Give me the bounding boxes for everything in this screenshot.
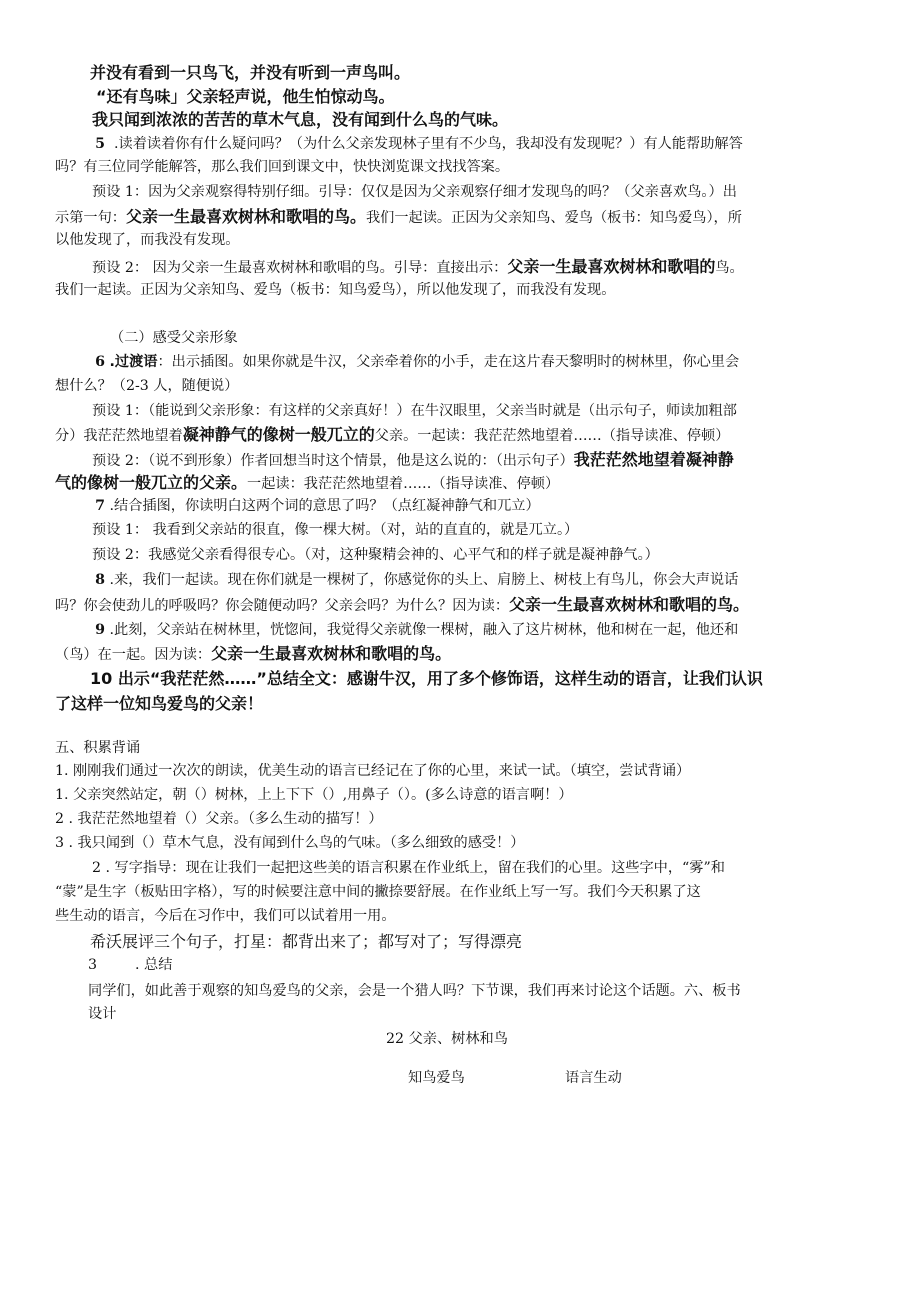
text-span: 预设 2：（说不到形象）作者回想当时这个情景，他是这么说的：（出示句子） <box>92 453 574 469</box>
text-line: 预设 2：我感觉父亲看得很专心。（对，这种聚精会神的、心平气和的样子就是凝神静气。） <box>92 547 659 563</box>
text-span: 预设 2： 因为父亲一生最喜欢树林和歌唱的鸟。引导：直接出示： <box>92 260 508 276</box>
text-line <box>55 424 729 446</box>
text-line <box>55 643 451 665</box>
text-span: .来，我们一起读。现在你们就是一棵树了，你感觉你的头上、肩膀上、树枝上有鸟儿，你会大声说话 <box>109 572 739 588</box>
text-span: .过渡语 <box>109 354 158 370</box>
text-span: （鸟）在一起。因为读： <box>55 647 212 663</box>
text-line: 预设 1：（能说到父亲形象：有这样的父亲真好！）在牛汉眼里，父亲当时就是（出示句子，师读加粗部 <box>92 403 737 419</box>
bold-quote: 我茫茫然地望着凝神静 <box>573 450 734 469</box>
text-line: 1. 父亲突然站定，朝（）树林，上上下下（）,用鼻子（）。(多么诗意的语言啊！） <box>55 787 573 803</box>
board-item: 知鸟爱鸟 <box>408 1070 465 1086</box>
text-span: 我们一起读。正因为父亲知鸟、爱鸟（板书：知鸟爱鸟），所 <box>365 210 742 226</box>
text-span: ：出示插图。如果你就是牛汉，父亲牵着你的小手，走在这片春天黎明时的树林里，你心里会 <box>157 354 740 370</box>
text-span: 分）我茫茫然地望着 <box>55 428 183 444</box>
text-line: 2 . 写字指导：现在让我们一起把这些美的语言积累在作业纸上，留在我们的心里。这些字中，“雾”和 <box>92 860 725 876</box>
text-line: 我们一起读。正因为父亲知鸟、爱鸟（板书：知鸟爱鸟），所以他发现了，而我没有发现。 <box>55 282 616 298</box>
text-span: 鸟。 <box>715 260 744 276</box>
bold-quote: 凝神静气的像树一般兀立的 <box>182 425 375 444</box>
item-number: 5 <box>95 136 105 152</box>
text-span: .读着读着你有什么疑问吗？（为什么父亲发现林子里有不少鸟，我却没有发现呢？）有人能帮助解答 <box>114 136 743 152</box>
text-line: “蒙”是生字（板贴田字格），写的时候要注意中间的撇捺要舒展。在作业纸上写一写。我们今天积累了这 <box>55 884 701 900</box>
text-line: 了这样一位知鸟爱鸟的父亲！ <box>55 694 264 713</box>
text-span: .此刻，父亲站在树林里，恍惚间，我觉得父亲就像一棵树，融入了这片树林，他和树在一起，他还和 <box>109 622 739 638</box>
text-line: 同学们，如此善于观察的知鸟爱鸟的父亲，会是一个猎人吗？下节课，我们再来讨论这个话题。六、板书 <box>88 983 741 999</box>
text-line <box>55 570 738 590</box>
text-line <box>88 955 172 975</box>
text-line: 3 . 我只闻到（）草木气息，没有闻到什么鸟的气味。（多么细致的感受！） <box>55 835 525 851</box>
text-span: . 总结 <box>135 957 173 973</box>
text-line: 吗？有三位同学能解答，那么我们回到课文中，快快浏览课文找找答案。 <box>55 159 510 175</box>
text-line: 想什么？（2-3 人，随便说） <box>55 378 239 394</box>
text-span: 吗？你会使劲儿的呼吸吗？你会随便动吗？父亲会吗？为什么？因为读： <box>55 598 510 614</box>
text-line <box>55 594 749 616</box>
text-line: 预设 1： 我看到父亲站的很直，像一棵大树。（对，站的直直的，就是兀立。） <box>92 522 579 538</box>
bold-quote: 气的像树一般兀立的父亲。 <box>55 473 248 492</box>
text-span: 示第一句： <box>55 210 126 226</box>
text-span: 父亲。一起读：我茫茫然地望着……（指导读准、停顿） <box>374 428 730 444</box>
text-line: 以他发现了，而我没有发现。 <box>55 232 240 248</box>
text-line: 2 . 我茫茫然地望着（）父亲。（多么生动的描写！） <box>55 811 383 827</box>
text-line <box>92 449 734 471</box>
item-number: 8 <box>95 572 105 588</box>
bold-quote: 父亲一生最喜欢树林和歌唱的鸟。 <box>125 207 366 226</box>
item-number: 9 <box>95 622 105 638</box>
section-heading: 五、积累背诵 <box>55 740 141 756</box>
text-line: 1. 刚刚我们通过一次次的朗读，优美生动的语言已经记在了你的心里，来试一试。（填空，尝试背诵） <box>55 763 691 779</box>
text-line: 预设 1：因为父亲观察得特别仔细。引导：仅仅是因为父亲观察仔细才发现鸟的吗？（父亲喜欢鸟。）出 <box>92 184 737 200</box>
bold-quote: 父亲一生最喜欢树林和歌唱的 <box>507 257 716 276</box>
item-number: 3 <box>88 957 98 973</box>
text-line: 设计 <box>88 1006 117 1022</box>
bold-quote: 父亲一生最喜欢树林和歌唱的鸟。 <box>211 644 452 663</box>
text-span: 一起读：我茫茫然地望着……（指导读准、停顿） <box>247 476 560 492</box>
text-line: “还有鸟味」父亲轻声说，他生怕惊动鸟。 <box>96 87 395 106</box>
text-span: .结合插图，你读明白这两个词的意思了吗？（点红凝神静气和兀立） <box>109 498 540 514</box>
text-line <box>55 472 559 494</box>
text-line: 10 出示“我茫茫然……”总结全文：感谢牛汉，用了多个修饰语，这样生动的语言，让我们认识 <box>90 669 763 688</box>
text-line <box>55 620 738 640</box>
item-number: 7 <box>95 498 105 514</box>
text-line: 些生动的语言，今后在习作中，我们可以试着用一用。 <box>55 908 396 924</box>
text-line: 希沃展评三个句子，打星：都背出来了；都写对了；写得漂亮 <box>90 932 523 951</box>
text-line <box>55 206 742 228</box>
bold-quote: 父亲一生最喜欢树林和歌唱的鸟。 <box>509 595 750 614</box>
text-line <box>55 352 739 372</box>
section-heading: （二）感受父亲形象 <box>110 330 238 346</box>
text-line: 我只闻到浓浓的苦苦的草木气息，没有闻到什么鸟的气味。 <box>92 110 509 129</box>
board-title: 22 父亲、树林和鸟 <box>386 1031 508 1047</box>
text-line <box>55 496 540 516</box>
text-line <box>55 134 743 154</box>
item-number: 6 <box>95 354 105 370</box>
text-line <box>92 256 744 278</box>
text-line: 并没有看到一只鸟飞，并没有听到一声鸟叫。 <box>90 63 411 82</box>
board-item: 语言生动 <box>565 1070 622 1086</box>
